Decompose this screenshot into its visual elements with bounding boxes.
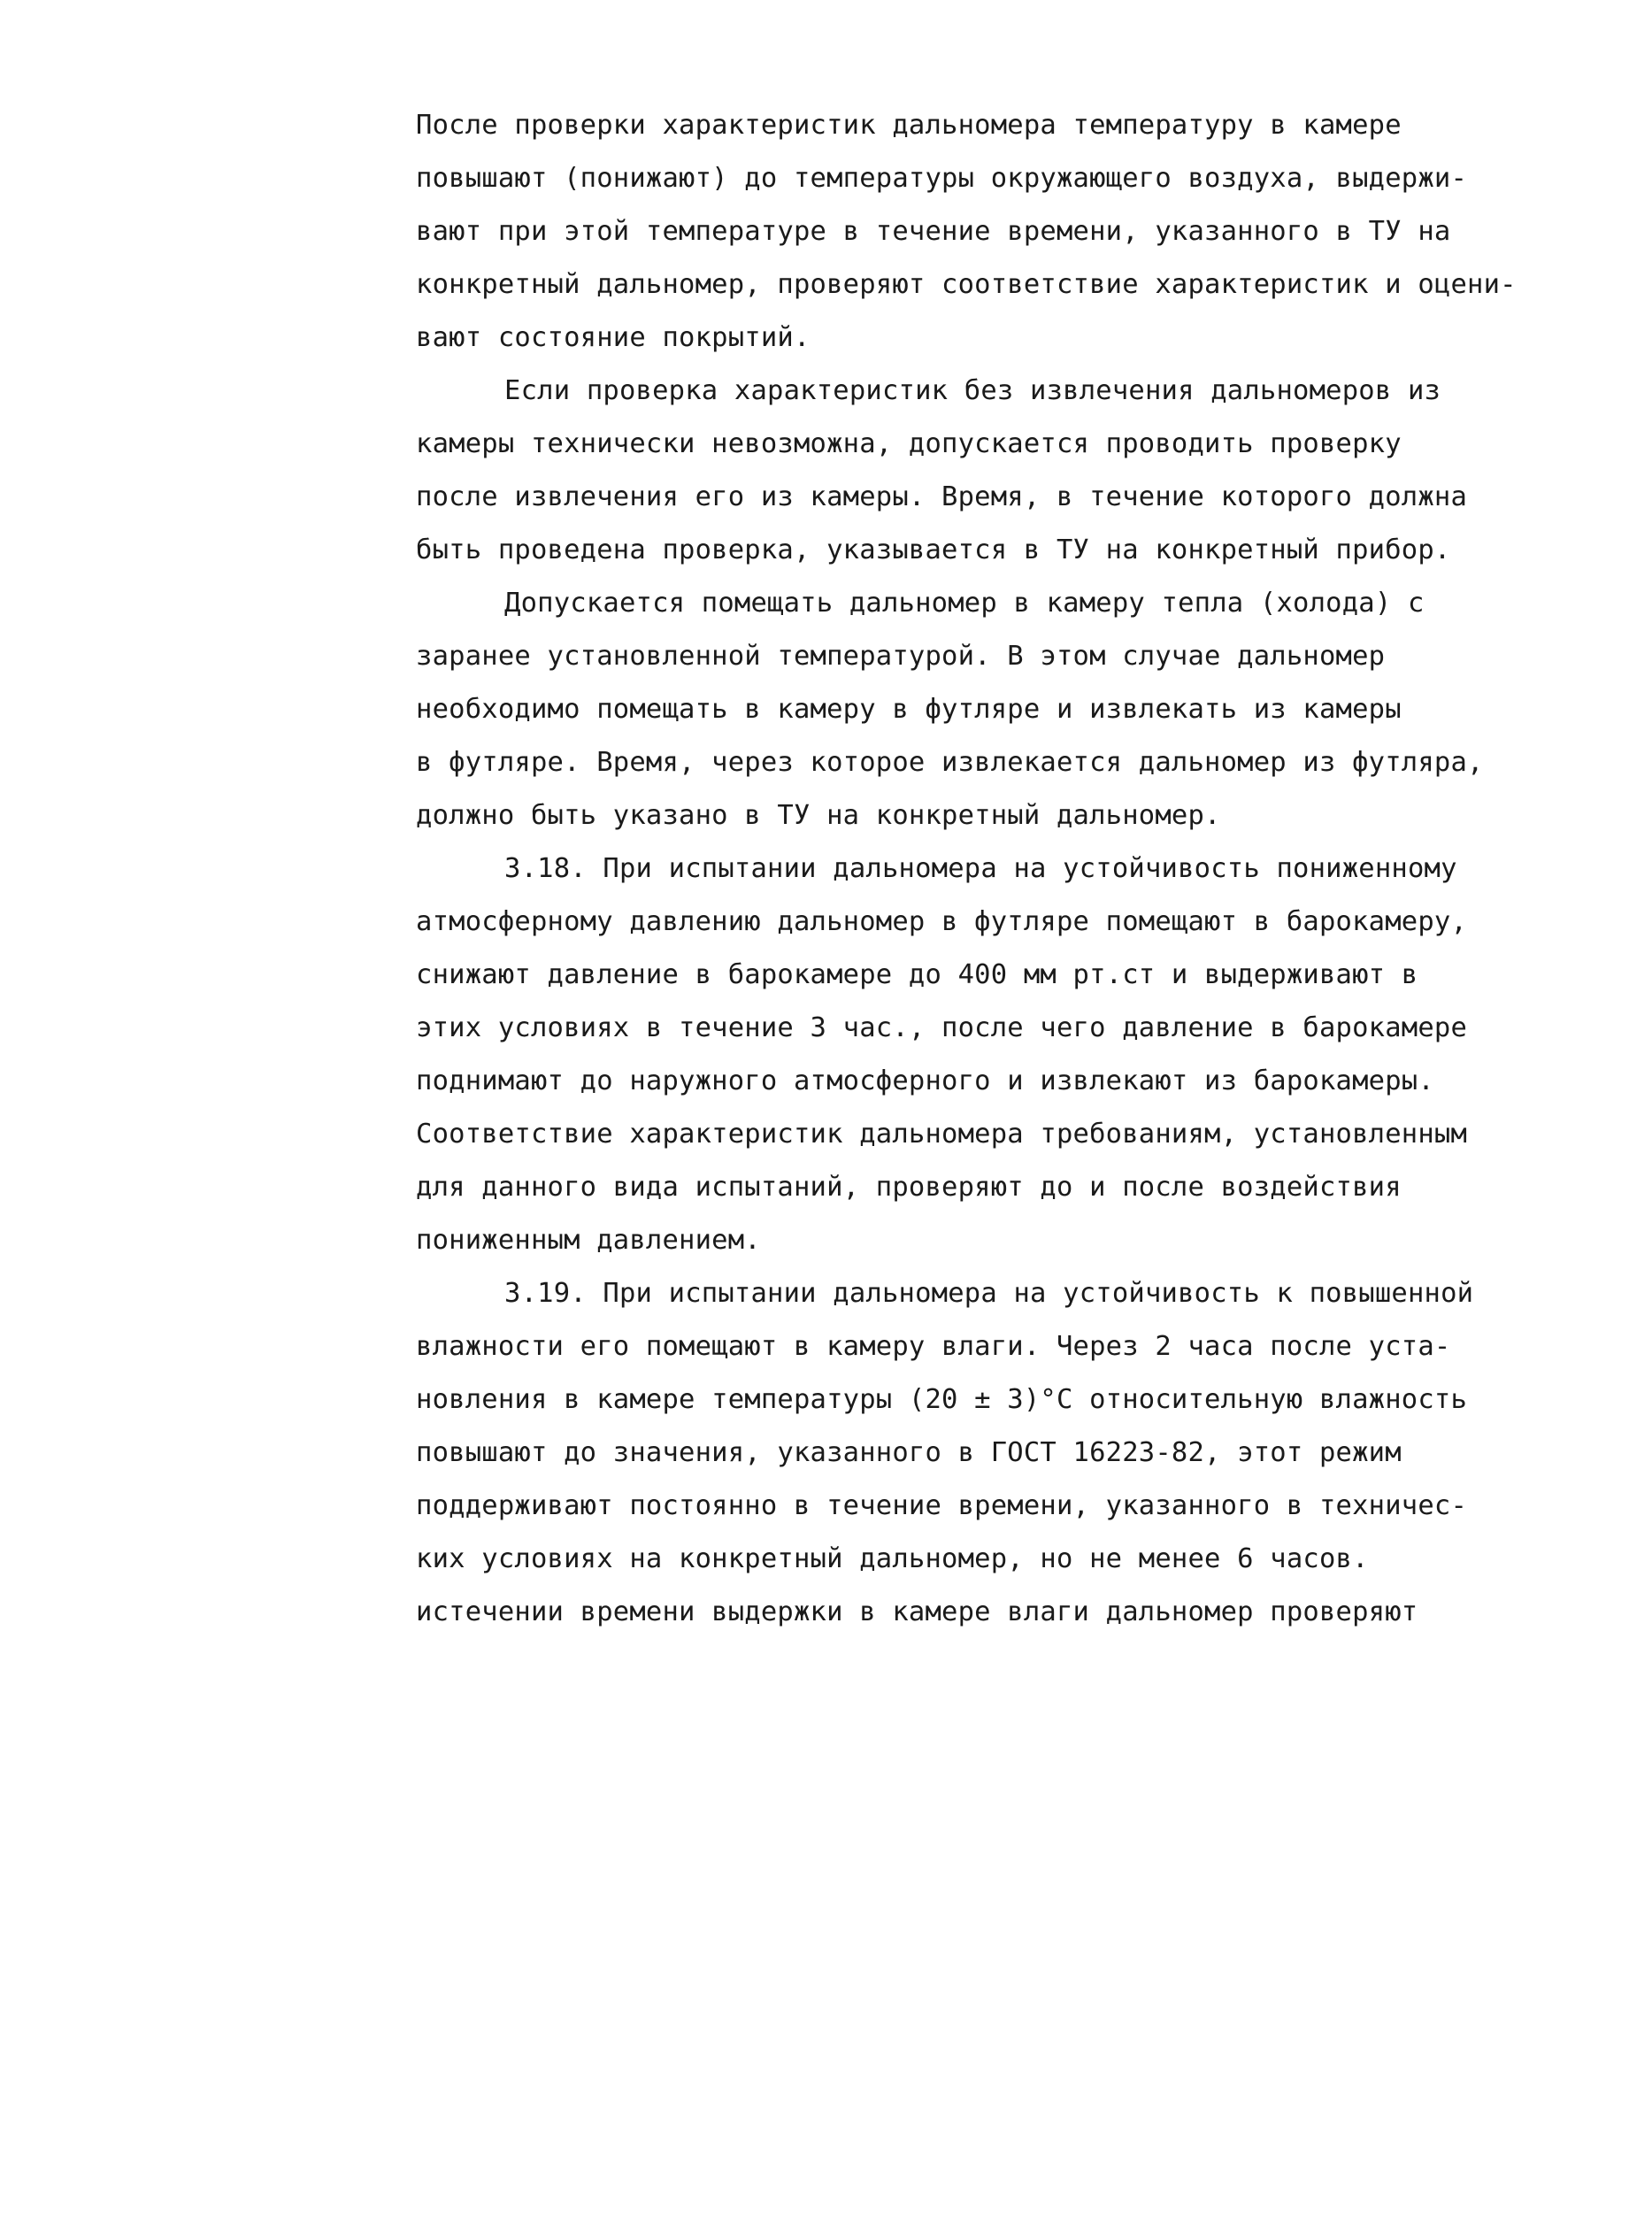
text-line: поднимают до наружного атмосферного и извлекают из барокамеры.	[416, 1065, 1434, 1096]
text-line: для данного вида испытаний, проверяют до и после воздействия	[416, 1172, 1402, 1203]
text-line: 3.18. При испытании дальномера на устойчивость пониженному	[504, 853, 1457, 884]
text-line: этих условиях в течение 3 час., после чего давление в барокамере	[416, 1012, 1468, 1043]
text-line: должно быть указано в ТУ на конкретный дальномер.	[416, 800, 1221, 831]
text-line: 3.19. При испытании дальномера на устойчивость к повышенной	[504, 1278, 1474, 1309]
paragraph-check-outside-chamber	[416, 365, 1610, 577]
text-line: необходимо помещать в камеру в футляре и извлекать из камеры	[416, 694, 1402, 725]
text-line: камеры технически невозможна, допускается проводить проверку	[416, 428, 1402, 459]
text-line: истечении времени выдержки в камере влаги дальномер проверяют	[416, 1596, 1418, 1627]
text-line: вают состояние покрытий.	[416, 322, 811, 353]
text-line: после извлечения его из камеры. Время, в течение которого должна	[416, 481, 1468, 512]
text-line: Допускается помещать дальномер в камеру тепла (холода) с	[504, 588, 1425, 619]
paragraph-section-3-18	[416, 842, 1610, 1267]
text-line: поддерживают постоянно в течение времени, указанного в техничес-	[416, 1490, 1468, 1521]
text-line: повышают (понижают) до температуры окружающего воздуха, выдержи-	[416, 163, 1468, 194]
paragraph-preset-temperature	[416, 577, 1610, 842]
text-line: заранее установленной температурой. В этом случае дальномер	[416, 641, 1386, 672]
text-line: конкретный дальномер, проверяют соответствие характеристик и оцени-	[416, 269, 1517, 300]
text-line: повышают до значения, указанного в ГОСТ 16223-82, этот режим	[416, 1437, 1402, 1468]
text-line: новления в камере температуры (20 ± 3)°С относительную влажность	[416, 1384, 1468, 1415]
text-line: После проверки характеристик дальномера температуру в камере	[416, 110, 1402, 141]
paragraph-chamber-temperature	[416, 99, 1610, 365]
text-line: ких условиях на конкретный дальномер, но не менее 6 часов.	[416, 1543, 1369, 1574]
text-line: влажности его помещают в камеру влаги. Через 2 часа после уста-	[416, 1331, 1451, 1362]
document-body	[416, 99, 1610, 1639]
text-line: вают при этой температуре в течение времени, указанного в ТУ на	[416, 216, 1451, 247]
text-line: пониженным давлением.	[416, 1225, 761, 1256]
text-line: Соответствие характеристик дальномера требованиям, установленным	[416, 1119, 1468, 1150]
paragraph-section-3-19	[416, 1267, 1610, 1639]
text-line: в футляре. Время, через которое извлекается дальномер из футляра,	[416, 747, 1484, 778]
text-line: атмосферному давлению дальномер в футляре помещают в барокамеру,	[416, 906, 1468, 937]
text-line: быть проведена проверка, указывается в ТУ на конкретный прибор.	[416, 535, 1451, 565]
text-line: снижают давление в барокамере до 400 мм рт.ст и выдерживают в	[416, 959, 1418, 990]
text-line: Если проверка характеристик без извлечения дальномеров из	[504, 375, 1441, 406]
